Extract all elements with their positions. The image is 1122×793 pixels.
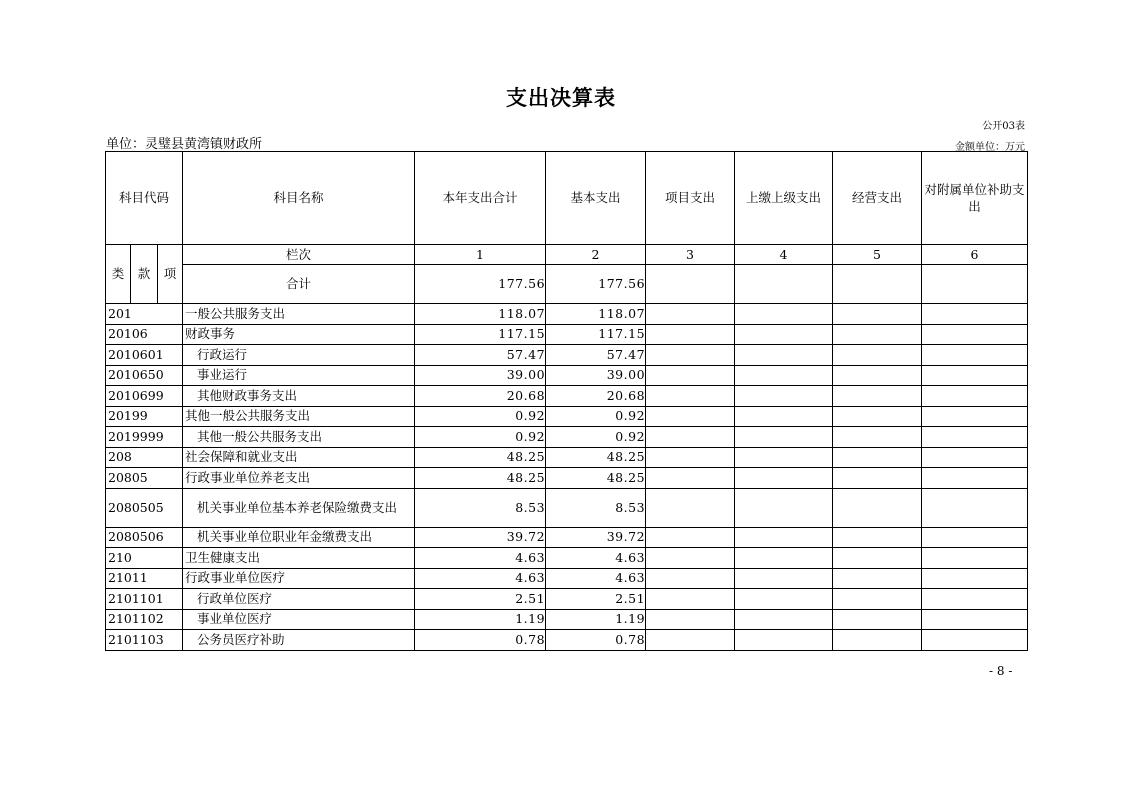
empty-cell	[922, 447, 1028, 468]
empty-cell	[922, 265, 1028, 304]
row-total: 48.25	[415, 468, 546, 489]
empty-cell	[646, 589, 735, 610]
column-number: 4	[735, 245, 833, 265]
row-basic: 20.68	[546, 386, 646, 407]
empty-cell	[922, 609, 1028, 630]
empty-cell	[646, 488, 735, 527]
header-subsidy: 对附属单位补助支出	[922, 152, 1028, 245]
row-code: 208	[106, 447, 183, 468]
row-name: 一般公共服务支出	[183, 304, 415, 325]
row-basic: 4.63	[546, 548, 646, 569]
row-code: 2010699	[106, 386, 183, 407]
empty-cell	[833, 468, 922, 489]
empty-cell	[646, 365, 735, 386]
empty-cell	[922, 406, 1028, 427]
row-code: 2101101	[106, 589, 183, 610]
empty-cell	[833, 365, 922, 386]
empty-cell	[833, 265, 922, 304]
empty-cell	[735, 609, 833, 630]
row-total: 39.00	[415, 365, 546, 386]
empty-cell	[735, 324, 833, 345]
empty-cell	[735, 447, 833, 468]
total-label: 合计	[183, 265, 415, 304]
row-code: 20805	[106, 468, 183, 489]
empty-cell	[735, 386, 833, 407]
header-total: 本年支出合计	[415, 152, 546, 245]
row-name: 行政事业单位医疗	[183, 568, 415, 589]
column-number: 6	[922, 245, 1028, 265]
empty-cell	[646, 447, 735, 468]
row-total: 1.19	[415, 609, 546, 630]
table-row	[106, 589, 1028, 610]
empty-cell	[646, 265, 735, 304]
row-total: 48.25	[415, 447, 546, 468]
row-basic: 57.47	[546, 345, 646, 366]
row-code: 2080506	[106, 527, 183, 548]
row-name: 机关事业单位职业年金缴费支出	[183, 527, 415, 548]
row-total: 39.72	[415, 527, 546, 548]
row-name: 行政运行	[183, 345, 415, 366]
table-row	[106, 365, 1028, 386]
empty-cell	[833, 488, 922, 527]
table-row	[106, 609, 1028, 630]
table-row	[106, 447, 1028, 468]
table-row	[106, 527, 1028, 548]
table-row	[106, 386, 1028, 407]
row-basic: 4.63	[546, 568, 646, 589]
empty-cell	[833, 406, 922, 427]
page-title: 支出决算表	[506, 85, 616, 110]
row-basic: 0.78	[546, 630, 646, 651]
empty-cell	[833, 324, 922, 345]
empty-cell	[833, 386, 922, 407]
empty-cell	[646, 304, 735, 325]
empty-cell	[646, 468, 735, 489]
table-row	[106, 630, 1028, 651]
empty-cell	[922, 589, 1028, 610]
row-code: 2010650	[106, 365, 183, 386]
row-name: 卫生健康支出	[183, 548, 415, 569]
row-code: 21011	[106, 568, 183, 589]
empty-cell	[735, 265, 833, 304]
table-row	[106, 304, 1028, 325]
row-total: 4.63	[415, 548, 546, 569]
row-name: 事业运行	[183, 365, 415, 386]
empty-cell	[735, 488, 833, 527]
row-basic: 0.92	[546, 406, 646, 427]
row-total: 118.07	[415, 304, 546, 325]
empty-cell	[735, 427, 833, 448]
empty-cell	[646, 386, 735, 407]
header-kuan: 款	[131, 245, 158, 304]
row-name: 行政单位医疗	[183, 589, 415, 610]
empty-cell	[646, 609, 735, 630]
form-number: 公开03表	[982, 121, 1025, 132]
row-basic: 117.15	[546, 324, 646, 345]
empty-cell	[922, 365, 1028, 386]
row-basic: 48.25	[546, 447, 646, 468]
row-basic: 2.51	[546, 589, 646, 610]
row-name: 其他财政事务支出	[183, 386, 415, 407]
empty-cell	[833, 630, 922, 651]
unit-label: 单位：灵璧县黄湾镇财政所	[106, 137, 263, 152]
total-row	[106, 265, 1028, 304]
header-name: 科目名称	[183, 152, 415, 245]
total-amount: 177.56	[415, 265, 546, 304]
row-basic: 8.53	[546, 488, 646, 527]
row-code: 2101103	[106, 630, 183, 651]
empty-cell	[833, 568, 922, 589]
row-basic: 1.19	[546, 609, 646, 630]
column-number: 2	[546, 245, 646, 265]
header-lei: 类	[106, 245, 131, 304]
row-total: 0.92	[415, 427, 546, 448]
table-row	[106, 488, 1028, 527]
row-code: 20199	[106, 406, 183, 427]
table-row	[106, 324, 1028, 345]
row-name: 行政事业单位养老支出	[183, 468, 415, 489]
empty-cell	[646, 406, 735, 427]
row-code: 2101102	[106, 609, 183, 630]
table-row	[106, 468, 1028, 489]
row-total: 8.53	[415, 488, 546, 527]
empty-cell	[922, 548, 1028, 569]
row-code: 2010601	[106, 345, 183, 366]
empty-cell	[646, 527, 735, 548]
empty-cell	[735, 304, 833, 325]
empty-cell	[735, 548, 833, 569]
empty-cell	[735, 589, 833, 610]
row-name: 社会保障和就业支出	[183, 447, 415, 468]
row-code: 210	[106, 548, 183, 569]
row-total: 0.78	[415, 630, 546, 651]
empty-cell	[646, 568, 735, 589]
empty-cell	[646, 630, 735, 651]
header-xiang: 项	[158, 245, 183, 304]
empty-cell	[922, 527, 1028, 548]
empty-cell	[922, 304, 1028, 325]
empty-cell	[922, 345, 1028, 366]
row-code: 2019999	[106, 427, 183, 448]
column-number: 5	[833, 245, 922, 265]
empty-cell	[833, 548, 922, 569]
empty-cell	[922, 468, 1028, 489]
header-basic: 基本支出	[546, 152, 646, 245]
money-unit-label: 金额单位：万元	[955, 142, 1025, 153]
empty-cell	[646, 345, 735, 366]
empty-cell	[833, 345, 922, 366]
empty-cell	[922, 324, 1028, 345]
header-project: 项目支出	[646, 152, 735, 245]
table-row	[106, 568, 1028, 589]
empty-cell	[833, 589, 922, 610]
table-row	[106, 406, 1028, 427]
row-basic: 118.07	[546, 304, 646, 325]
empty-cell	[735, 630, 833, 651]
row-basic: 48.25	[546, 468, 646, 489]
row-name: 事业单位医疗	[183, 609, 415, 630]
empty-cell	[922, 386, 1028, 407]
empty-cell	[735, 468, 833, 489]
total-basic: 177.56	[546, 265, 646, 304]
row-total: 20.68	[415, 386, 546, 407]
row-total: 2.51	[415, 589, 546, 610]
table-row	[106, 345, 1028, 366]
empty-cell	[646, 324, 735, 345]
empty-cell	[833, 609, 922, 630]
empty-cell	[922, 630, 1028, 651]
empty-cell	[735, 345, 833, 366]
column-number: 3	[646, 245, 735, 265]
empty-cell	[646, 427, 735, 448]
row-basic: 39.72	[546, 527, 646, 548]
empty-cell	[833, 427, 922, 448]
column-index-row	[106, 245, 1028, 265]
empty-cell	[735, 365, 833, 386]
row-name: 其他一般公共服务支出	[183, 406, 415, 427]
row-code: 201	[106, 304, 183, 325]
empty-cell	[833, 304, 922, 325]
empty-cell	[922, 568, 1028, 589]
row-code: 2080505	[106, 488, 183, 527]
row-basic: 0.92	[546, 427, 646, 448]
page-number: - 8 -	[989, 664, 1013, 678]
header-business: 经营支出	[833, 152, 922, 245]
row-total: 57.47	[415, 345, 546, 366]
row-total: 117.15	[415, 324, 546, 345]
empty-cell	[735, 568, 833, 589]
row-total: 0.92	[415, 406, 546, 427]
empty-cell	[922, 427, 1028, 448]
expenditure-table	[105, 151, 1028, 651]
row-name: 公务员医疗补助	[183, 630, 415, 651]
row-code: 20106	[106, 324, 183, 345]
empty-cell	[735, 406, 833, 427]
header-code: 科目代码	[106, 152, 183, 245]
table-row	[106, 427, 1028, 448]
empty-cell	[833, 527, 922, 548]
header-row	[106, 152, 1028, 245]
row-name: 财政事务	[183, 324, 415, 345]
empty-cell	[922, 488, 1028, 527]
table-row	[106, 548, 1028, 569]
row-name: 机关事业单位基本养老保险缴费支出	[183, 488, 415, 527]
empty-cell	[833, 447, 922, 468]
row-basic: 39.00	[546, 365, 646, 386]
column-index-label: 栏次	[183, 245, 415, 265]
header-upper: 上缴上级支出	[735, 152, 833, 245]
column-number: 1	[415, 245, 546, 265]
row-total: 4.63	[415, 568, 546, 589]
empty-cell	[735, 527, 833, 548]
empty-cell	[646, 548, 735, 569]
row-name: 其他一般公共服务支出	[183, 427, 415, 448]
